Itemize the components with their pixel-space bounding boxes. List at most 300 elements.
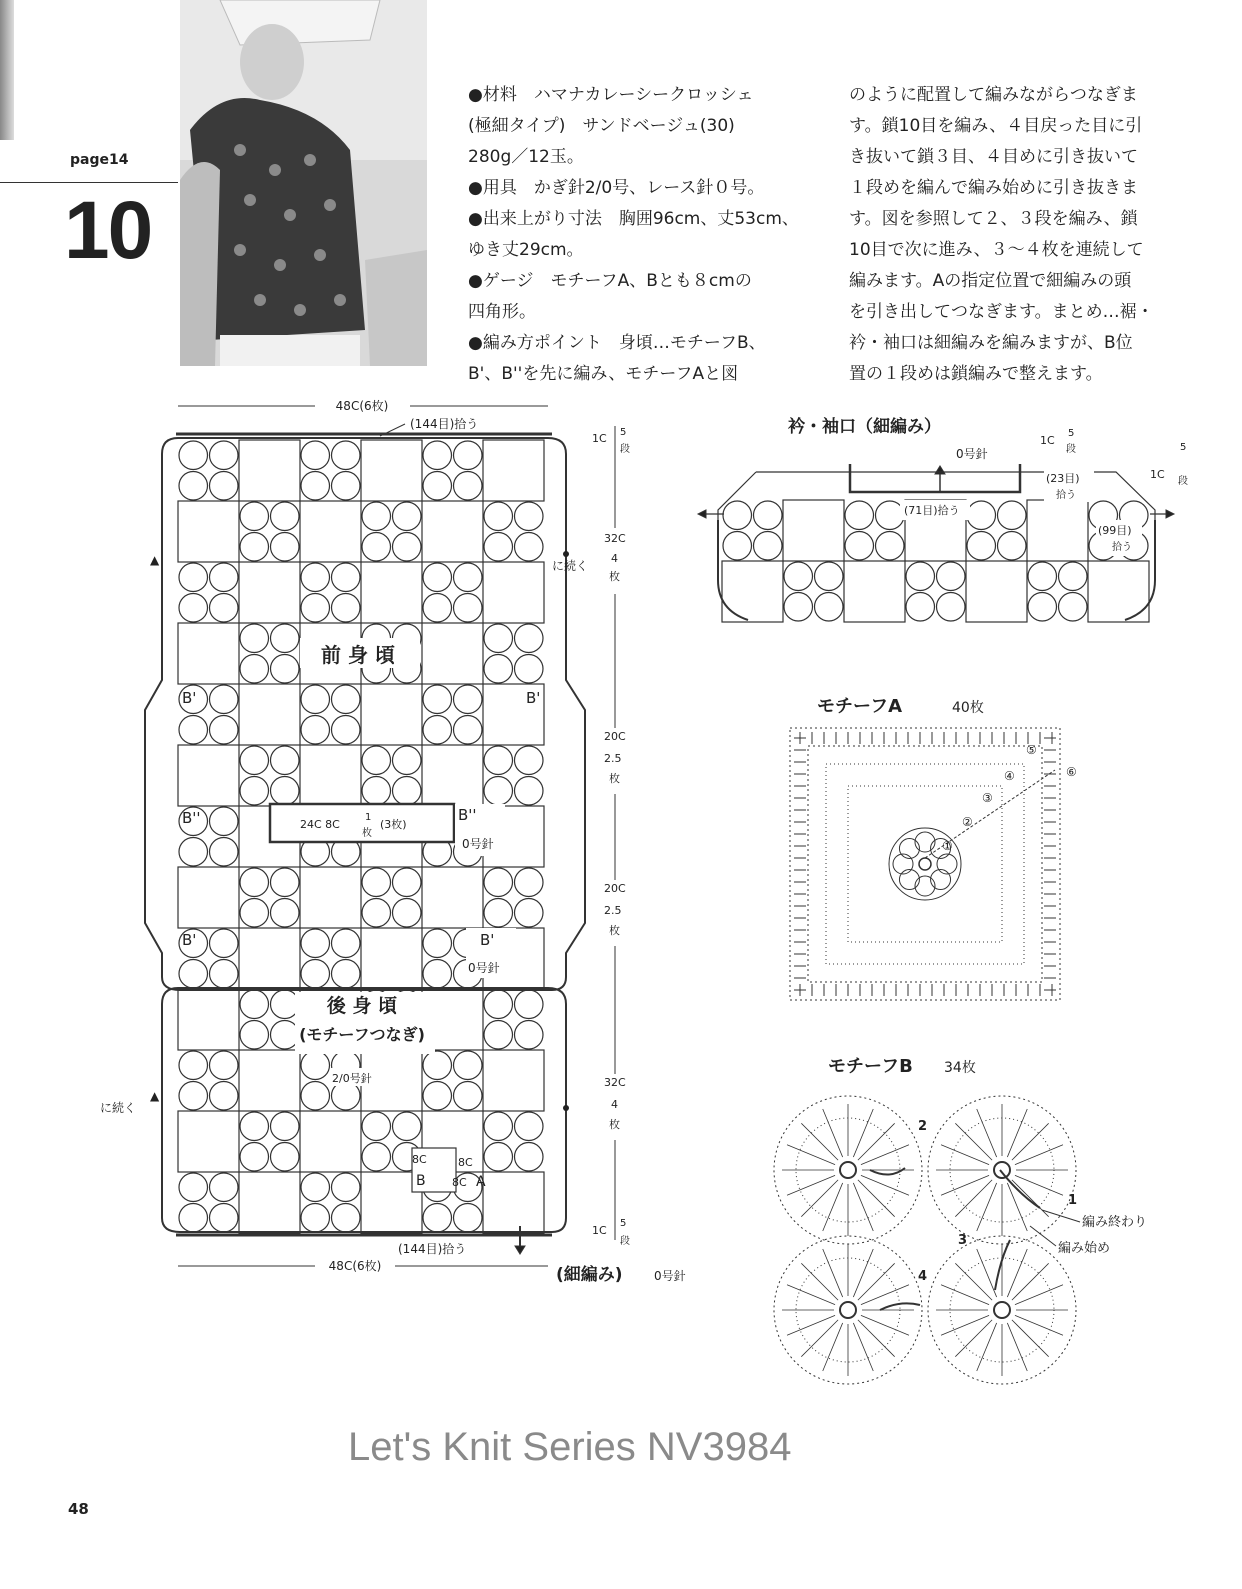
motif-b-cell xyxy=(393,502,422,531)
svg-text:段: 段 xyxy=(620,444,630,455)
instructions-column-1 xyxy=(468,80,828,390)
motif-b-cell xyxy=(362,1143,391,1172)
motif-b-cell xyxy=(301,716,330,745)
motif-b-cell xyxy=(423,685,452,714)
motif-b-cell xyxy=(967,501,996,530)
instruction-line: ゆき丈29cm。 xyxy=(468,240,584,260)
motif-b-cell xyxy=(271,868,300,897)
motif-b-cell xyxy=(179,1082,208,1111)
dim-32c: 32C xyxy=(604,532,626,545)
motif-b-cell xyxy=(240,533,269,562)
top-width-label: 48C(6枚) xyxy=(335,399,389,413)
motif-b-cell xyxy=(998,532,1027,561)
svg-text:8C: 8C xyxy=(412,1153,427,1166)
instruction-line: 衿・袖口は細編みを編みますが、B位 xyxy=(849,333,1133,353)
motif-b-cell xyxy=(515,502,544,531)
motif-b-cell xyxy=(301,960,330,989)
motif-b-cell xyxy=(210,1204,239,1233)
motif-a-cell xyxy=(178,867,239,928)
b-dprime-label: B'' xyxy=(458,806,477,824)
page-edge-shadow xyxy=(0,0,14,140)
motif-a-cell xyxy=(483,562,544,623)
motif-a-cell xyxy=(361,684,422,745)
motif-a-cell xyxy=(178,745,239,806)
motif-b-cell xyxy=(362,1112,391,1141)
motif-a-cell xyxy=(722,561,783,622)
motif-b-cell xyxy=(423,1051,452,1080)
svg-text:②: ② xyxy=(962,815,973,829)
svg-text:枚: 枚 xyxy=(609,1118,620,1131)
svg-text:3: 3 xyxy=(958,1233,968,1248)
motif-b-cell xyxy=(998,501,1027,530)
instruction-line: 編みます。Aの指定位置で細編みの頭 xyxy=(849,271,1132,291)
b-prime-label: B' xyxy=(182,689,197,707)
instructions-column-2 xyxy=(849,80,1189,390)
bottom-width-label: 48C(6枚) xyxy=(328,1259,382,1273)
motif-b-cell xyxy=(484,990,513,1019)
motif-b-cell xyxy=(515,1112,544,1141)
instruction-line: 280g／12玉。 xyxy=(468,147,584,167)
motif-b-cell xyxy=(240,502,269,531)
motif-b-cell xyxy=(484,502,513,531)
motif-a-cell xyxy=(239,928,300,989)
motif-b-cell xyxy=(393,899,422,928)
svg-text:段: 段 xyxy=(1178,476,1188,487)
motif-b-cell xyxy=(784,562,813,591)
motif-b-cell xyxy=(362,502,391,531)
motif-b-cell xyxy=(845,532,874,561)
motif-b-cell xyxy=(210,1082,239,1111)
motif-b-chart xyxy=(774,1056,1147,1384)
svg-text:1C: 1C xyxy=(1150,468,1165,481)
top-pickup-label: (144目)拾う xyxy=(410,417,479,431)
motif-b-cell xyxy=(301,685,330,714)
motif-b-cell xyxy=(454,441,483,470)
body-chart xyxy=(100,396,686,1285)
motif-a-cell xyxy=(422,623,483,684)
instruction-line: ●用具 かぎ針2/0号、レース針０号。 xyxy=(468,178,765,198)
motif-b-cell xyxy=(301,472,330,501)
motif-b-cell xyxy=(515,655,544,684)
motif-b-cell xyxy=(454,472,483,501)
motif-b-cell xyxy=(240,777,269,806)
svg-text:拾う: 拾う xyxy=(1056,490,1076,501)
motif-b-cell xyxy=(301,929,330,958)
b-prime-label: B' xyxy=(182,931,197,949)
motif-b-cell xyxy=(271,1112,300,1141)
motif-b-cell xyxy=(515,899,544,928)
back-body-sublabel: (モチーフつなぎ) xyxy=(299,1025,425,1044)
motif-b-cell xyxy=(271,899,300,928)
motif-b-cell xyxy=(179,594,208,623)
svg-text:2.5: 2.5 xyxy=(604,904,622,917)
motif-a-cell xyxy=(178,623,239,684)
motif-b-cell xyxy=(362,777,391,806)
motif-a-cell xyxy=(422,745,483,806)
motif-b-cell xyxy=(454,716,483,745)
center-box-label: 24C 8C xyxy=(300,818,340,831)
motif-b-cell xyxy=(484,746,513,775)
motif-b-cell xyxy=(301,441,330,470)
collar-chart xyxy=(698,416,1188,622)
motif-a-cell xyxy=(239,440,300,501)
dim-1c: 1C xyxy=(592,1224,607,1237)
motif-b-cell xyxy=(515,624,544,653)
svg-text:5: 5 xyxy=(620,427,627,438)
instruction-line: を引き出してつなぎます。まとめ…裾・ xyxy=(849,302,1154,322)
motif-b-cell xyxy=(332,685,361,714)
legend-b: B xyxy=(416,1173,426,1189)
motif-a-cell xyxy=(300,745,361,806)
model-photo xyxy=(180,0,427,366)
motif-b-cell xyxy=(454,1204,483,1233)
motif-b-cell xyxy=(271,502,300,531)
motif-a-cell xyxy=(483,440,544,501)
motif-b-cell xyxy=(393,777,422,806)
motif-b-ring xyxy=(774,1236,922,1384)
instruction-line: B'、B''を先に編み、モチーフAと図 xyxy=(468,364,739,384)
svg-text:2: 2 xyxy=(918,1119,928,1134)
motif-b-cell xyxy=(179,716,208,745)
collar-title: 衿・袖口（細編み） xyxy=(788,417,941,437)
motif-a-cell xyxy=(483,1050,544,1111)
motif-b-cell xyxy=(332,929,361,958)
motif-b-cell xyxy=(332,441,361,470)
hem-needle: 0号針 xyxy=(654,1269,686,1283)
motif-b-cell xyxy=(332,594,361,623)
motif-b-start-label: 編み始め xyxy=(1058,1241,1111,1256)
motif-b-cell xyxy=(423,716,452,745)
center-box-rows: 1 xyxy=(365,812,372,823)
needle-0-label: 0号針 xyxy=(468,961,500,975)
motif-b-cell xyxy=(210,838,239,867)
motif-a-cell xyxy=(300,1111,361,1172)
motif-a-cell xyxy=(361,928,422,989)
motif-a-cell xyxy=(1027,500,1088,561)
motif-b-cell xyxy=(210,1051,239,1080)
motif-b-cell xyxy=(332,960,361,989)
motif-b-cell xyxy=(210,563,239,592)
instruction-line: ●材料 ハマナカレーシークロッシェ xyxy=(468,85,754,105)
motif-b-cell xyxy=(423,594,452,623)
motif-a-cell xyxy=(178,501,239,562)
motif-b-cell xyxy=(515,746,544,775)
motif-b-cell xyxy=(515,990,544,1019)
motif-b-cell xyxy=(271,533,300,562)
svg-text:(99目): (99目) xyxy=(1098,524,1132,537)
page-number: 48 xyxy=(68,1500,89,1518)
center-box-count: (3枚) xyxy=(380,818,407,831)
motif-b-cell xyxy=(179,960,208,989)
svg-text:⑤: ⑤ xyxy=(1026,743,1037,757)
motif-b-cell xyxy=(179,1051,208,1080)
svg-text:1: 1 xyxy=(1068,1193,1078,1208)
motif-a-cell xyxy=(239,1050,300,1111)
motif-b-cell xyxy=(179,1173,208,1202)
motif-b-cell xyxy=(423,960,452,989)
motif-b-cell xyxy=(210,1173,239,1202)
motif-b-cell xyxy=(240,990,269,1019)
instruction-line: す。図を参照して２、３段を編み、鎖 xyxy=(849,209,1138,229)
motif-b-cell xyxy=(454,1082,483,1111)
motif-b-cell xyxy=(240,1112,269,1141)
needle-0-label: 0号針 xyxy=(462,837,494,851)
motif-b-cell xyxy=(271,655,300,684)
motif-b-cell xyxy=(271,777,300,806)
motif-b-cell xyxy=(332,472,361,501)
instruction-line: す。鎖10目を編み、４目戻った目に引 xyxy=(849,116,1143,136)
continue-label: に続く xyxy=(552,559,589,573)
motif-b-cell xyxy=(271,746,300,775)
dim-1c: 1C xyxy=(592,432,607,445)
motif-b-end-label: 編み終わり xyxy=(1082,1215,1148,1230)
motif-b-cell xyxy=(937,562,966,591)
svg-text:▲: ▲ xyxy=(150,553,160,567)
motif-a-cell xyxy=(300,501,361,562)
svg-text:枚: 枚 xyxy=(609,924,620,937)
motif-b-cell xyxy=(210,929,239,958)
motif-b-cell xyxy=(484,868,513,897)
motif-b-cell xyxy=(301,1173,330,1202)
svg-text:2.5: 2.5 xyxy=(604,752,622,765)
motif-b-cell xyxy=(845,501,874,530)
motif-b-cell xyxy=(723,501,752,530)
motif-b-cell xyxy=(393,533,422,562)
motif-b-cell xyxy=(240,746,269,775)
motif-a-count: 40枚 xyxy=(952,700,984,716)
svg-text:①: ① xyxy=(942,839,953,853)
svg-text:5: 5 xyxy=(620,1218,627,1229)
motif-b-cell xyxy=(484,533,513,562)
motif-b-cell xyxy=(454,563,483,592)
svg-text:段: 段 xyxy=(620,1236,630,1247)
svg-text:5: 5 xyxy=(1180,442,1187,453)
motif-b-cell xyxy=(454,685,483,714)
dim-32c: 32C xyxy=(604,1076,626,1089)
motif-a-cell xyxy=(844,561,905,622)
motif-b-cell xyxy=(515,1021,544,1050)
motif-b-cell xyxy=(484,777,513,806)
motif-b-cell xyxy=(876,501,905,530)
motif-b-cell xyxy=(723,532,752,561)
motif-b-cell xyxy=(362,746,391,775)
dim-20c: 20C xyxy=(604,882,626,895)
instruction-line: ●ゲージ モチーフA、Bとも８cmの xyxy=(468,271,752,291)
motif-b-cell xyxy=(179,472,208,501)
svg-text:(23目): (23目) xyxy=(1046,472,1080,485)
instruction-line: ●編み方ポイント 身頃…モチーフB、 xyxy=(468,333,766,353)
motif-b-cell xyxy=(454,1051,483,1080)
motif-b-cell xyxy=(484,624,513,653)
motif-b-cell xyxy=(484,899,513,928)
svg-text:4: 4 xyxy=(611,1098,618,1111)
motif-b-cell xyxy=(362,899,391,928)
motif-b-ring xyxy=(774,1096,922,1244)
motif-b-cell xyxy=(301,1051,330,1080)
motif-b-cell xyxy=(906,593,935,622)
motif-b-cell xyxy=(393,868,422,897)
svg-text:拾う: 拾う xyxy=(1112,542,1132,553)
motif-b-cell xyxy=(393,746,422,775)
motif-a-cell xyxy=(300,867,361,928)
center-box-rows-unit: 枚 xyxy=(362,828,372,839)
instruction-line: き抜いて鎖３目、４目めに引き抜いて xyxy=(849,147,1138,167)
motif-b-cell xyxy=(515,868,544,897)
motif-b-cell xyxy=(240,1021,269,1050)
motif-b-cell xyxy=(362,533,391,562)
motif-b-cell xyxy=(906,562,935,591)
motif-b-cell xyxy=(210,441,239,470)
motif-a-cell xyxy=(361,440,422,501)
motif-b-cell xyxy=(301,1204,330,1233)
motif-b-ring xyxy=(928,1096,1076,1244)
page-reference: page14 xyxy=(70,152,129,168)
header-rule xyxy=(0,182,178,183)
motif-b-cell xyxy=(515,533,544,562)
motif-b-cell xyxy=(179,441,208,470)
motif-b-cell xyxy=(393,1112,422,1141)
motif-b-cell xyxy=(1028,593,1057,622)
motif-b-cell xyxy=(210,716,239,745)
continue-label: に続く xyxy=(100,1101,137,1115)
svg-text:⑥: ⑥ xyxy=(1066,765,1077,779)
motif-b-cell xyxy=(332,1204,361,1233)
svg-text:▲: ▲ xyxy=(150,1089,160,1103)
svg-text:8C: 8C xyxy=(452,1176,467,1189)
motif-b-cell xyxy=(362,868,391,897)
motif-b-cell xyxy=(754,532,783,561)
svg-text:(71目)拾う: (71目)拾う xyxy=(904,504,960,517)
motif-b-cell xyxy=(454,594,483,623)
motif-b-title: モチーフB xyxy=(828,1056,913,1077)
svg-text:4: 4 xyxy=(611,552,618,565)
motif-b-cell xyxy=(271,1143,300,1172)
motif-a-cell xyxy=(422,867,483,928)
svg-text:段: 段 xyxy=(1066,444,1076,455)
pattern-number: 10 xyxy=(64,185,152,276)
motif-b-cell xyxy=(815,562,844,591)
motif-b-cell xyxy=(301,563,330,592)
motif-b-cell xyxy=(210,685,239,714)
motif-b-cell xyxy=(179,838,208,867)
svg-text:④: ④ xyxy=(1004,769,1015,783)
motif-b-cell xyxy=(754,501,783,530)
motif-b-cell xyxy=(423,563,452,592)
motif-a-chart xyxy=(790,696,1077,1000)
motif-b-cell xyxy=(332,563,361,592)
needle-2-0-label: 2/0号針 xyxy=(332,1072,372,1085)
motif-b-count: 34枚 xyxy=(944,1060,976,1076)
svg-text:枚: 枚 xyxy=(609,772,620,785)
motif-a-cell xyxy=(966,561,1027,622)
instruction-line: 10目で次に進み、３～４枚を連続して xyxy=(849,240,1144,260)
instruction-line: (極細タイプ) サンドベージュ(30) xyxy=(468,116,735,136)
motif-b-cell xyxy=(937,593,966,622)
motif-b-cell xyxy=(876,532,905,561)
motif-b-cell xyxy=(240,655,269,684)
motif-b-cell xyxy=(515,777,544,806)
motif-b-cell xyxy=(515,1143,544,1172)
motif-a-cell xyxy=(239,1172,300,1233)
motif-a-cell xyxy=(361,562,422,623)
motif-b-cell xyxy=(332,1173,361,1202)
motif-b-cell xyxy=(240,624,269,653)
instruction-line: ●出来上がり寸法 胸囲96cm、丈53cm、 xyxy=(468,209,799,229)
motif-a-cell xyxy=(178,1111,239,1172)
motif-b-cell xyxy=(210,594,239,623)
motif-b-cell xyxy=(332,716,361,745)
motif-b-cell xyxy=(1059,593,1088,622)
motif-b-cell xyxy=(423,929,452,958)
motif-a-cell xyxy=(178,989,239,1050)
motif-b-cell xyxy=(1028,562,1057,591)
motif-a-cell xyxy=(239,684,300,745)
motif-a-cell xyxy=(483,1172,544,1233)
motif-b-cell xyxy=(484,1021,513,1050)
motif-b-cell xyxy=(484,655,513,684)
b-prime-label: B' xyxy=(480,931,495,949)
motif-b-cell xyxy=(271,1021,300,1050)
motif-a-cell xyxy=(422,501,483,562)
motif-b-cell xyxy=(423,472,452,501)
motif-b-cell xyxy=(210,960,239,989)
motif-b-cell xyxy=(271,624,300,653)
motif-b-cell xyxy=(484,1112,513,1141)
motif-b-cell xyxy=(301,594,330,623)
svg-text:1C: 1C xyxy=(1040,434,1055,447)
motif-b-cell xyxy=(179,563,208,592)
b-prime-label: B' xyxy=(526,689,541,707)
svg-text:枚: 枚 xyxy=(609,570,620,583)
svg-text:0号針: 0号針 xyxy=(956,447,988,461)
motif-b-cell xyxy=(815,593,844,622)
instruction-line: のように配置して編みながらつなぎま xyxy=(849,85,1138,105)
series-watermark: Let's Knit Series NV3984 xyxy=(348,1425,792,1469)
motif-b-cell xyxy=(1059,562,1088,591)
svg-text:8C: 8C xyxy=(458,1156,473,1169)
motif-b-cell xyxy=(240,899,269,928)
hem-label: (細編み) xyxy=(556,1265,623,1285)
motif-b-cell xyxy=(967,532,996,561)
motif-a-cell xyxy=(239,562,300,623)
back-body-label: 後 身 頃 xyxy=(326,995,398,1017)
instruction-line: １段めを編んで編み始めに引き抜きま xyxy=(849,178,1138,198)
motif-b-cell xyxy=(271,990,300,1019)
motif-b-cell xyxy=(423,1082,452,1111)
motif-b-cell xyxy=(423,1204,452,1233)
b-dprime-label: B'' xyxy=(182,809,201,827)
instruction-line: 置の１段めは鎖編みで整えます。 xyxy=(849,364,1103,384)
motif-a-cell xyxy=(783,500,844,561)
motif-b-cell xyxy=(179,1204,208,1233)
motif-b-cell xyxy=(423,441,452,470)
front-body-label: 前 身 頃 xyxy=(321,643,395,667)
motif-a-title: モチーフA xyxy=(817,696,903,717)
instruction-line: 四角形。 xyxy=(468,302,536,322)
svg-text:4: 4 xyxy=(918,1269,928,1284)
motif-b-cell xyxy=(784,593,813,622)
motif-b-cell xyxy=(484,1143,513,1172)
svg-text:③: ③ xyxy=(982,791,993,805)
motif-b-cell xyxy=(301,1082,330,1111)
motif-b-cell xyxy=(240,868,269,897)
dim-20c: 20C xyxy=(604,730,626,743)
motif-b-cell xyxy=(240,1143,269,1172)
legend-a: A xyxy=(476,1174,486,1190)
motif-b-cell xyxy=(210,807,239,836)
motif-b-cell xyxy=(210,472,239,501)
bottom-pickup-label: (144目)拾う xyxy=(398,1242,467,1256)
